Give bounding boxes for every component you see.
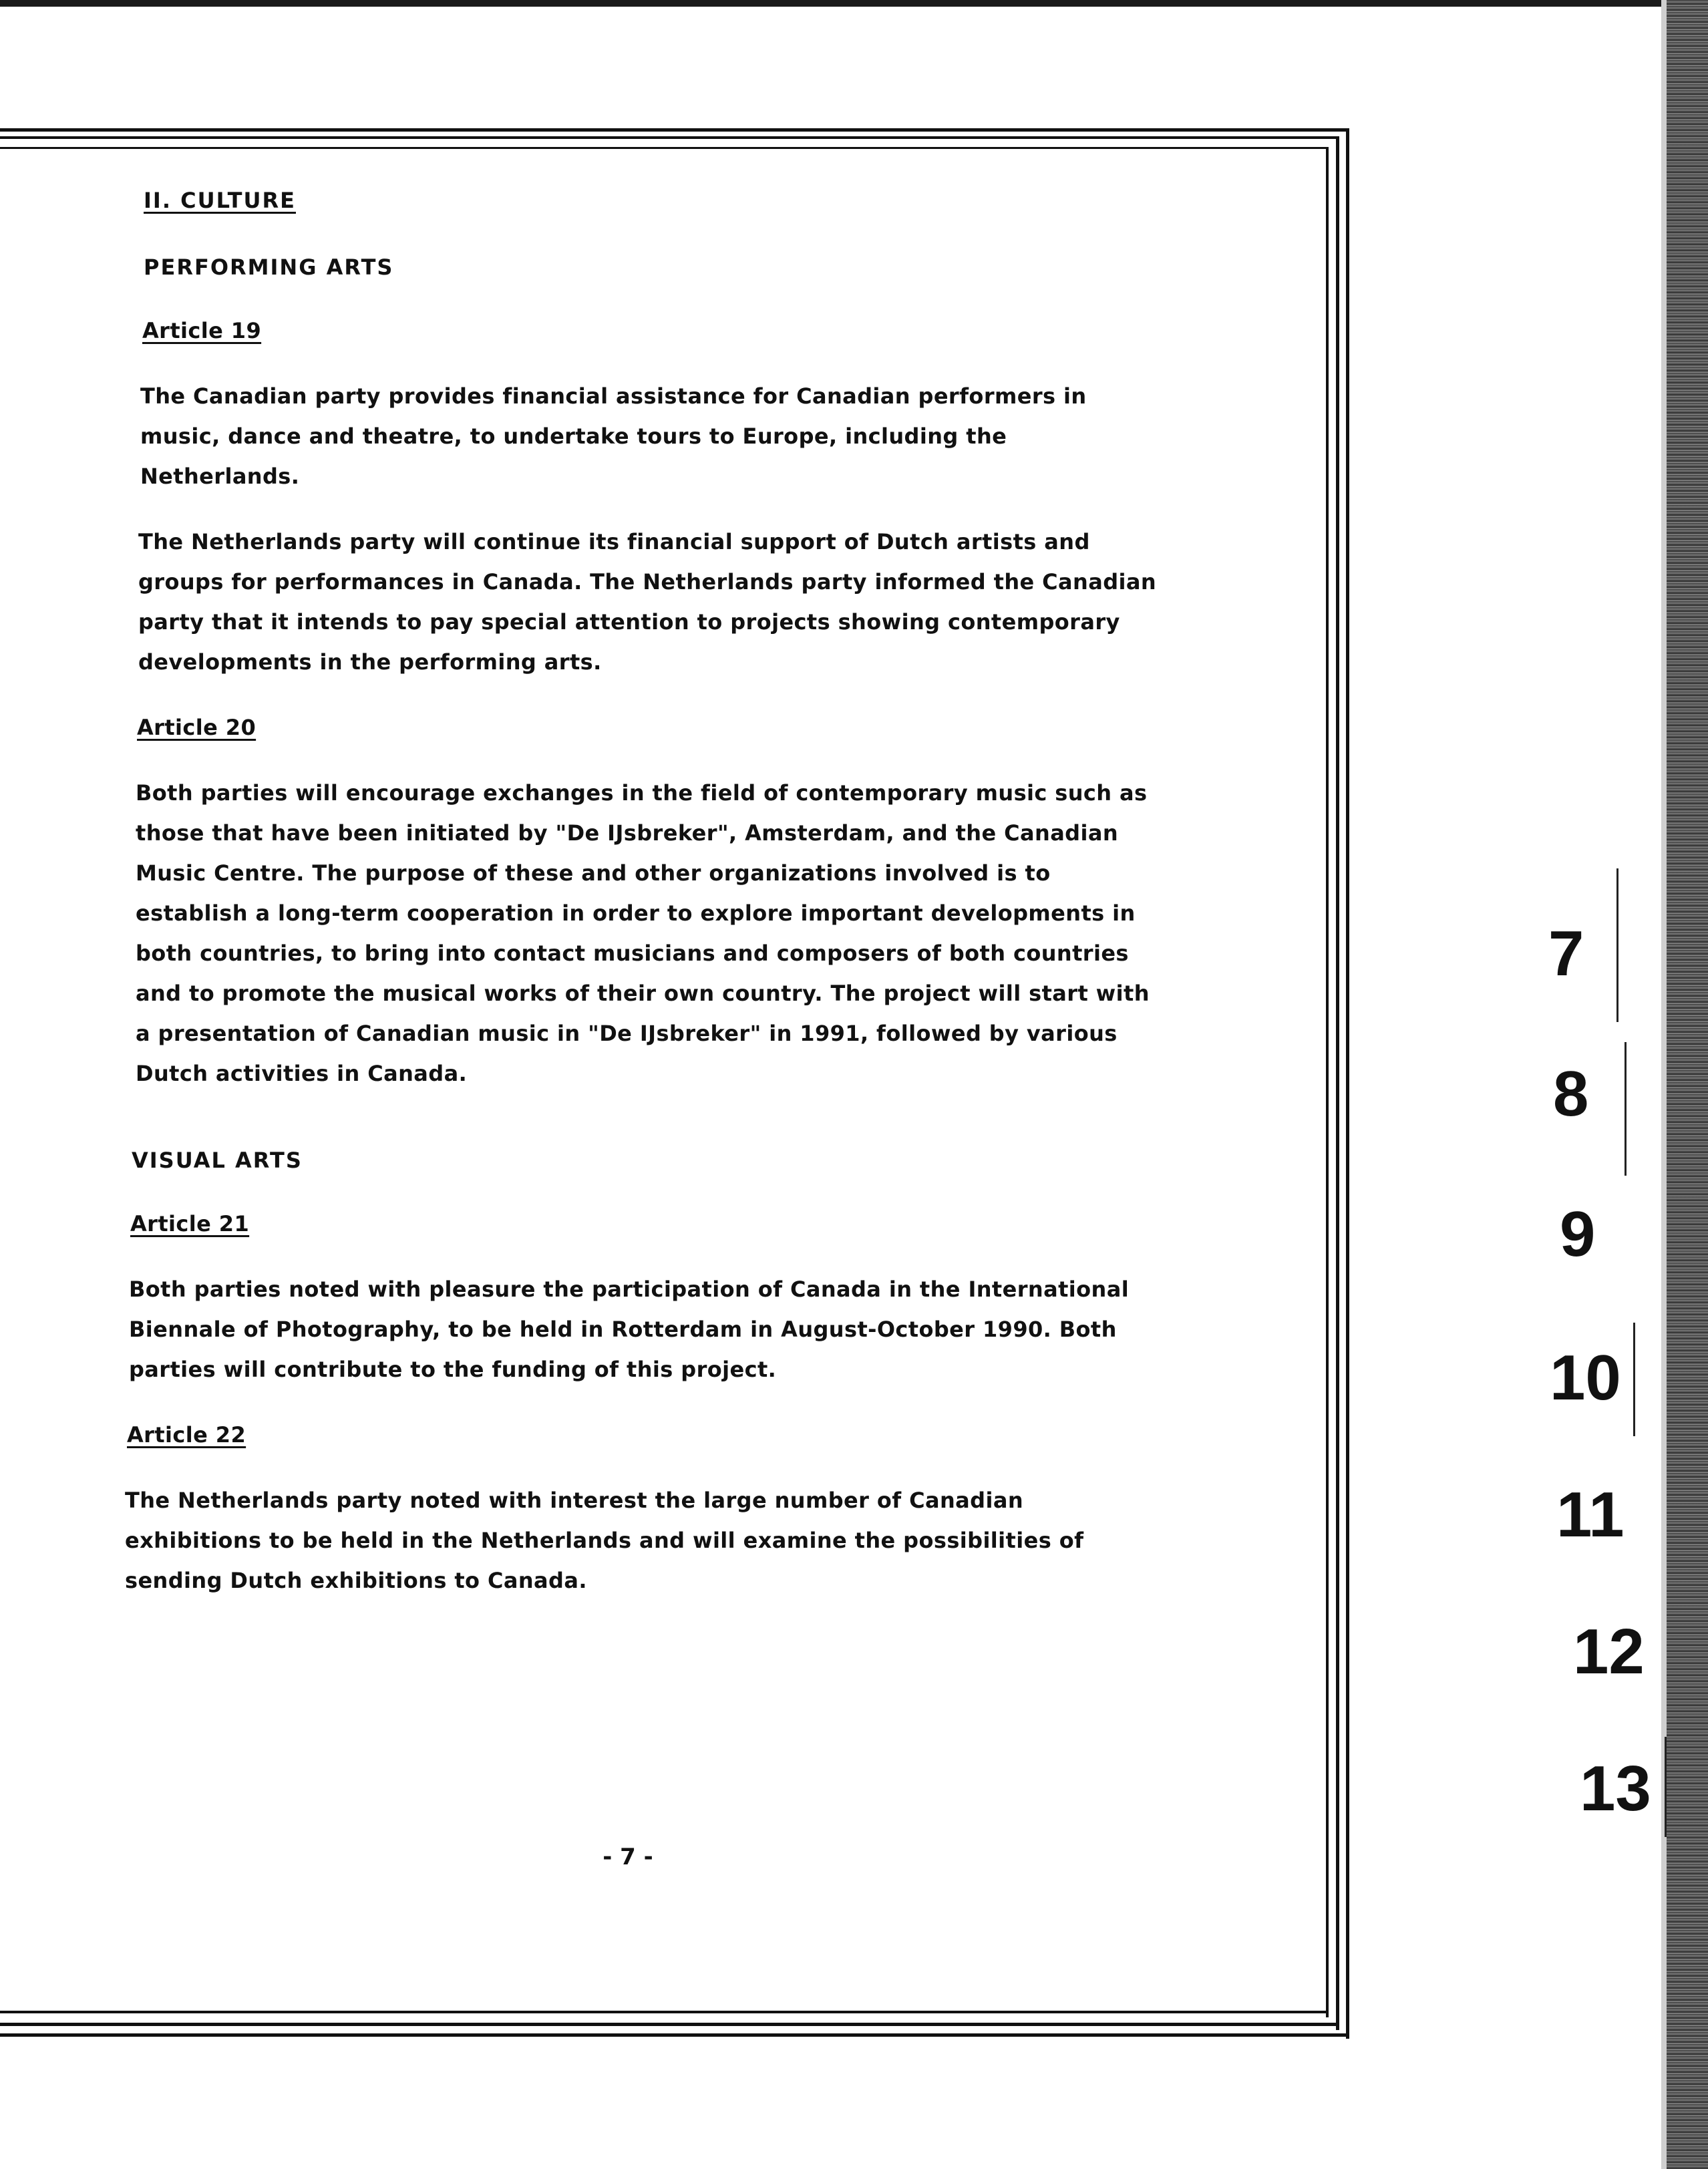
frame-right-line-middle: [1336, 136, 1339, 2030]
article-21-title: Article 21: [130, 1211, 250, 1236]
article-19-title: Article 19: [142, 318, 262, 343]
tab-11[interactable]: 11: [1556, 1479, 1625, 1550]
frame-bottom-line-middle: [0, 2023, 1339, 2026]
performing-arts-heading: PERFORMING ARTS: [144, 255, 394, 280]
article-19-paragraph-2: The Netherlands party will continue its financial support of Dutch artists and groups for performances in Canada. The Netherlands party informed the Canadian party that it intends to pay special attention to projects showing contemporary developments in the performing arts.: [138, 529, 1157, 675]
tab-9[interactable]: 9: [1560, 1198, 1596, 1270]
binding-inner-edge: [1661, 0, 1667, 2169]
frame-right-line-outer: [1346, 128, 1349, 2039]
article-20-title: Article 20: [137, 715, 257, 740]
tab-edge-10: [1633, 1323, 1635, 1436]
article-20-paragraph-1: Both parties will encourage exchanges in the field of contemporary music such as those that have been initiated by "De IJsbreker", Amsterdam, and the Canadian Music Centre. The purpose of these and other organizations involved is to establish a long-term cooperation in order to explore important developments in both countries, to bring into contact musicians and composers of both countries and to promote the musical works of their own country. The project will start with a presentation of Canadian music in "De IJsbreker" in 1991, followed by various Dutch activities in Canada.: [136, 780, 1150, 1086]
binding-edge: [1667, 0, 1708, 2169]
tab-8[interactable]: 8: [1553, 1058, 1589, 1130]
frame-top-line-inner: [0, 136, 1339, 139]
document-body: [124, 180, 1166, 1601]
tab-13[interactable]: 13: [1580, 1753, 1651, 1824]
tab-edge-8: [1625, 1042, 1627, 1176]
article-19-paragraph-1: The Canadian party provides financial assistance for Canadian performers in music, dance and theatre, to undertake tours to Europe, including the Netherlands.: [140, 383, 1087, 489]
section-title: II. CULTURE: [144, 188, 296, 213]
tab-edge-13: [1665, 1737, 1667, 1837]
visual-arts-heading: VISUAL ARTS: [132, 1148, 303, 1173]
frame-top-line-inner2: [0, 147, 1326, 149]
frame-right-line-inner: [1326, 147, 1329, 2017]
article-22-paragraph-1: The Netherlands party noted with interest the large number of Canadian exhibitions to be held in the Netherlands and will examine the possibilities of sending Dutch exhibitions to Canada.: [125, 1488, 1084, 1593]
tab-edge-7: [1616, 868, 1618, 1022]
tab-12[interactable]: 12: [1573, 1616, 1645, 1687]
scan-top-edge: [0, 0, 1708, 7]
article-21-paragraph-1: Both parties noted with pleasure the participation of Canada in the International Biennale of Photography, to be held in Rotterdam in August-October 1990. Both parties will contribute to the funding of this project.: [129, 1277, 1130, 1382]
page-number: - 7 -: [603, 1844, 653, 1870]
tab-7[interactable]: 7: [1548, 918, 1584, 989]
tab-10[interactable]: 10: [1550, 1342, 1621, 1413]
frame-bottom-line-inner: [0, 2011, 1329, 2013]
frame-bottom-line-outer: [0, 2033, 1349, 2037]
frame-top-line-outer: [0, 128, 1349, 132]
article-22-title: Article 22: [127, 1422, 246, 1448]
